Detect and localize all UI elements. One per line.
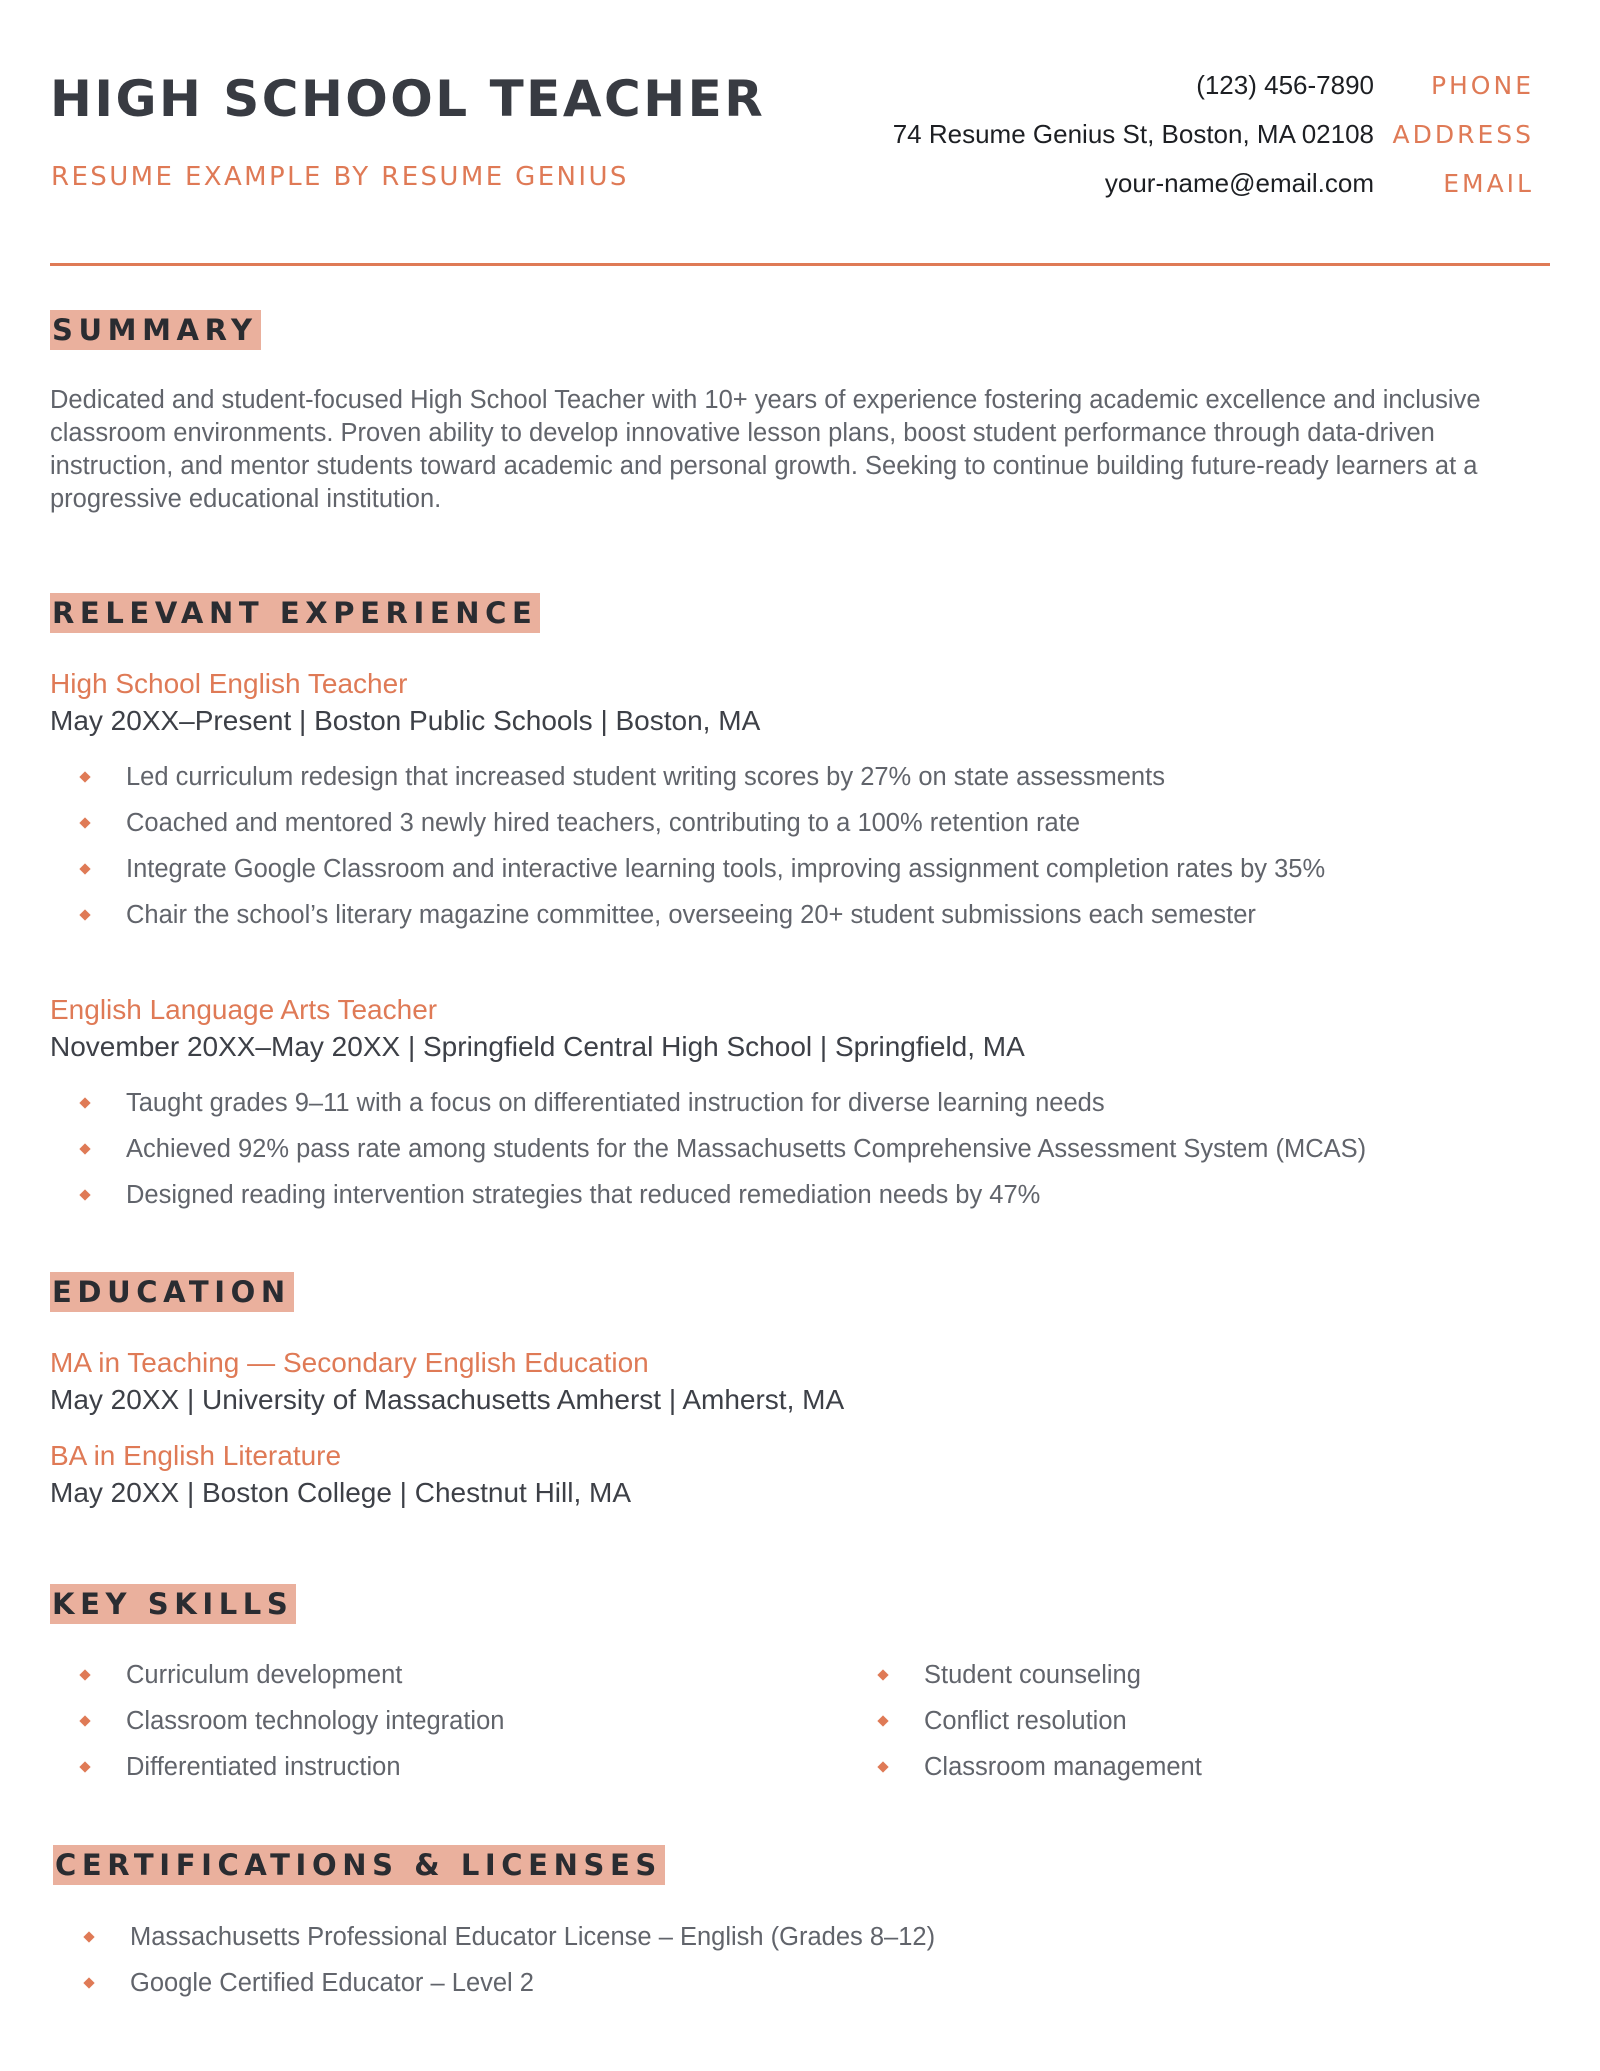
contact-block: [893, 70, 1534, 217]
diamond-bullet-icon: [79, 1715, 90, 1726]
summary-heading: SUMMARY: [50, 310, 261, 350]
job-meta-2: November 20XX–May 20XX | Springfield Central High School | Springfield, MA: [50, 1031, 1025, 1062]
degree-meta-2: May 20XX | Boston College | Chestnut Hill, MA: [50, 1477, 632, 1508]
job-title-2: English Language Arts Teacher: [50, 994, 438, 1025]
certifications-list: [82, 1914, 935, 2006]
contact-address: [893, 119, 1534, 168]
job-bullets-1: [78, 754, 1325, 938]
skills-right: [876, 1652, 1202, 1790]
header-divider: [50, 263, 1550, 266]
list-item: Massachusetts Professional Educator License – English (Grades 8–12): [82, 1914, 935, 1960]
list-item: Led curriculum redesign that increased student writing scores by 27% on state assessments: [78, 754, 1325, 800]
list-item: Classroom management: [876, 1744, 1202, 1790]
diamond-bullet-icon: [79, 909, 90, 920]
phone-value[interactable]: (123) 456-7890: [1196, 70, 1374, 100]
list-item: Differentiated instruction: [78, 1744, 504, 1790]
diamond-bullet-icon: [79, 1097, 90, 1108]
list-item: Google Certified Educator – Level 2: [82, 1960, 935, 2006]
diamond-bullet-icon: [79, 1143, 90, 1154]
list-item: Classroom technology integration: [78, 1698, 504, 1744]
job-bullets-2: [78, 1080, 1366, 1218]
diamond-bullet-icon: [79, 771, 90, 782]
list-item: Chair the school’s literary magazine committee, overseeing 20+ student submissions each semester: [78, 892, 1325, 938]
phone-label: PHONE: [1430, 71, 1534, 100]
job-title-1: High School English Teacher: [50, 668, 408, 699]
list-item: Achieved 92% pass rate among students for the Massachusetts Comprehensive Assessment System (MCAS): [78, 1126, 1366, 1172]
contact-email: [893, 168, 1534, 217]
email-label: EMAIL: [1443, 169, 1534, 198]
list-item: Conflict resolution: [876, 1698, 1202, 1744]
education-heading: EDUCATION: [50, 1272, 294, 1312]
diamond-bullet-icon: [79, 863, 90, 874]
diamond-bullet-icon: [83, 1977, 94, 1988]
list-item: Student counseling: [876, 1652, 1202, 1698]
job-meta-1: May 20XX–Present | Boston Public Schools | Boston, MA: [50, 705, 761, 736]
diamond-bullet-icon: [79, 1761, 90, 1772]
diamond-bullet-icon: [877, 1761, 888, 1772]
degree-2: BA in English Literature: [50, 1440, 342, 1471]
page-subtitle: RESUME EXAMPLE BY RESUME GENIUS: [51, 162, 629, 192]
diamond-bullet-icon: [83, 1931, 94, 1942]
list-item: Designed reading intervention strategies that reduced remediation needs by 47%: [78, 1172, 1366, 1218]
certifications-heading: CERTIFICATIONS & LICENSES: [53, 1845, 665, 1885]
list-item: Coached and mentored 3 newly hired teachers, contributing to a 100% retention rate: [78, 800, 1325, 846]
skills-left: [78, 1652, 504, 1790]
list-item: Integrate Google Classroom and interactive learning tools, improving assignment completion rates by 35%: [78, 846, 1325, 892]
address-value: 74 Resume Genius St, Boston, MA 02108: [892, 119, 1374, 149]
degree-1: MA in Teaching — Secondary English Education: [50, 1347, 649, 1378]
diamond-bullet-icon: [79, 1189, 90, 1200]
skills-heading: KEY SKILLS: [50, 1584, 296, 1624]
diamond-bullet-icon: [877, 1669, 888, 1680]
page-title: HIGH SCHOOL TEACHER: [50, 70, 766, 128]
contact-phone: [893, 70, 1534, 119]
list-item: Curriculum development: [78, 1652, 504, 1698]
list-item: Taught grades 9–11 with a focus on differentiated instruction for diverse learning needs: [78, 1080, 1366, 1126]
diamond-bullet-icon: [79, 817, 90, 828]
summary-text: Dedicated and student-focused High School Teacher with 10+ years of experience fostering academic excellence and inclusive classroom environments. Proven ability to develop innovative lesson plans, boost student performance through data-driven instruction, and mentor students toward academic and personal growth. Seeking to continue building future-ready learners at a progressive educational institution.: [50, 386, 1481, 513]
degree-meta-1: May 20XX | University of Massachusetts Amherst | Amherst, MA: [50, 1384, 845, 1415]
address-label: ADDRESS: [1392, 120, 1534, 149]
diamond-bullet-icon: [79, 1669, 90, 1680]
experience-heading: RELEVANT EXPERIENCE: [50, 593, 540, 633]
diamond-bullet-icon: [877, 1715, 888, 1726]
email-value[interactable]: your-name@email.com: [1104, 168, 1374, 198]
